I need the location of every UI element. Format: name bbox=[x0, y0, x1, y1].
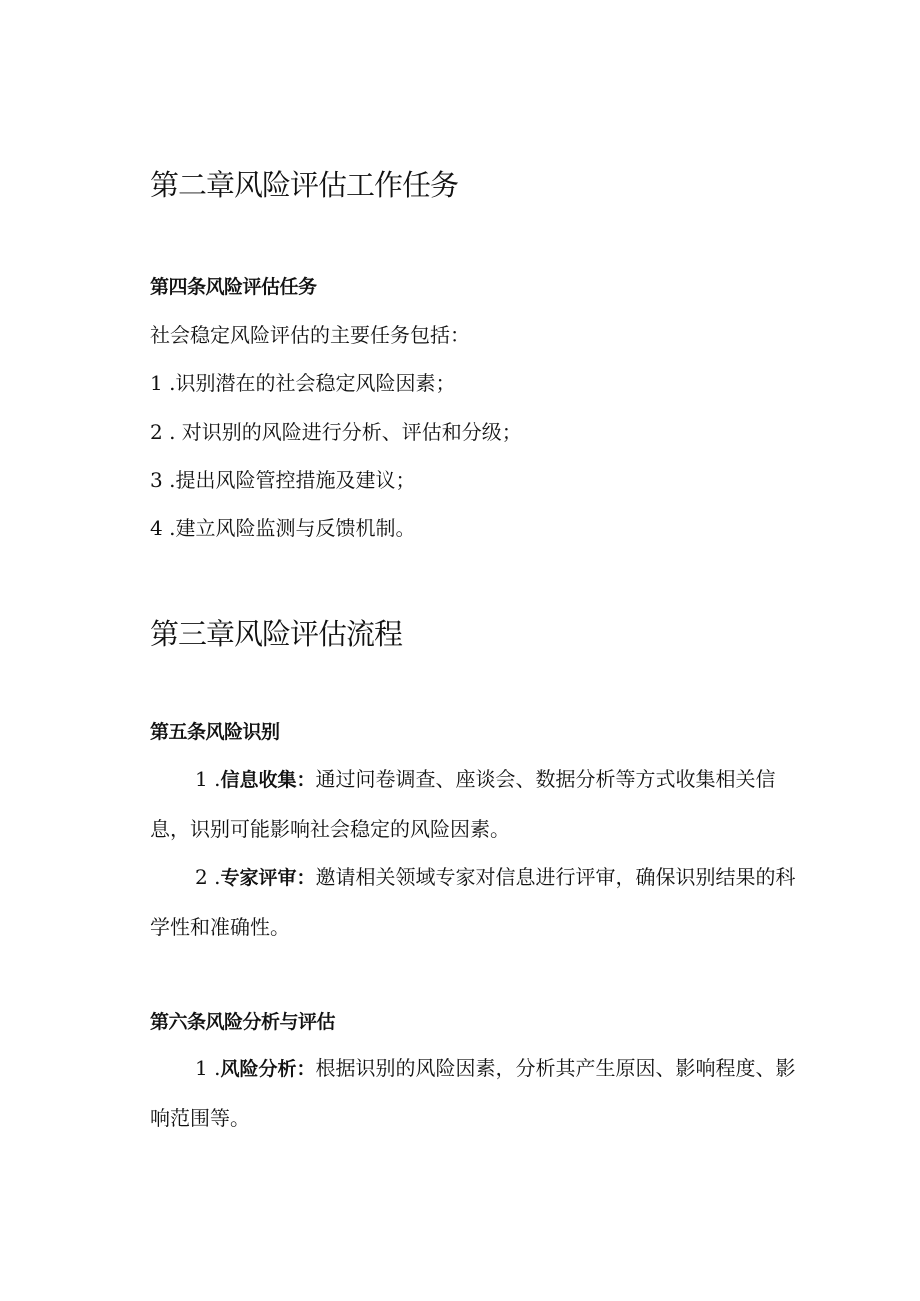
item-number: 1 . bbox=[195, 767, 221, 791]
chapter-2-title: 第二章风险评估工作任务 bbox=[150, 168, 459, 202]
article-4-title: 第四条风险评估任务 bbox=[150, 276, 317, 298]
item-text: 邀请相关领域专家对信息进行评审，确保识别结果的科 bbox=[315, 865, 796, 889]
article-6-item-1-line-1 bbox=[195, 1044, 795, 1094]
item-term: 风险分析： bbox=[220, 1058, 316, 1080]
article-4-item-2: 2 . 对识别的风险进行分析、评估和分级； bbox=[150, 420, 522, 444]
article-4-intro: 社会稳定风险评估的主要任务包括： bbox=[150, 323, 470, 347]
article-6-item-1-line-2: 响范围等。 bbox=[150, 1106, 250, 1130]
article-5-item-2-line-1 bbox=[195, 853, 795, 903]
item-text: 通过问卷调查、座谈会、数据分析等方式收集相关信 bbox=[315, 767, 776, 791]
article-5-title: 第五条风险识别 bbox=[150, 721, 280, 743]
article-5-item-1-line-1 bbox=[195, 755, 775, 805]
article-4-item-1: 1 .识别潜在的社会稳定风险因素； bbox=[150, 371, 456, 395]
article-6-title: 第六条风险分析与评估 bbox=[150, 1011, 336, 1033]
article-5-item-1 bbox=[150, 755, 776, 854]
item-term: 信息收集： bbox=[220, 769, 316, 791]
item-term: 专家评审： bbox=[220, 867, 316, 889]
article-5-item-2 bbox=[150, 853, 796, 952]
item-number: 2 . bbox=[195, 865, 221, 889]
article-6-item-1 bbox=[150, 1044, 796, 1143]
article-4-item-4: 4 .建立风险监测与反馈机制。 bbox=[150, 516, 416, 540]
item-text: 根据识别的风险因素，分析其产生原因、影响程度、影 bbox=[315, 1056, 796, 1080]
article-5-item-1-line-2: 息，识别可能影响社会稳定的风险因素。 bbox=[150, 817, 510, 841]
article-4-item-3: 3 .提出风险管控措施及建议； bbox=[150, 468, 416, 492]
item-number: 1 . bbox=[195, 1056, 221, 1080]
article-5-item-2-line-2: 学性和准确性。 bbox=[150, 915, 290, 939]
chapter-3-title: 第三章风险评估流程 bbox=[150, 617, 403, 651]
